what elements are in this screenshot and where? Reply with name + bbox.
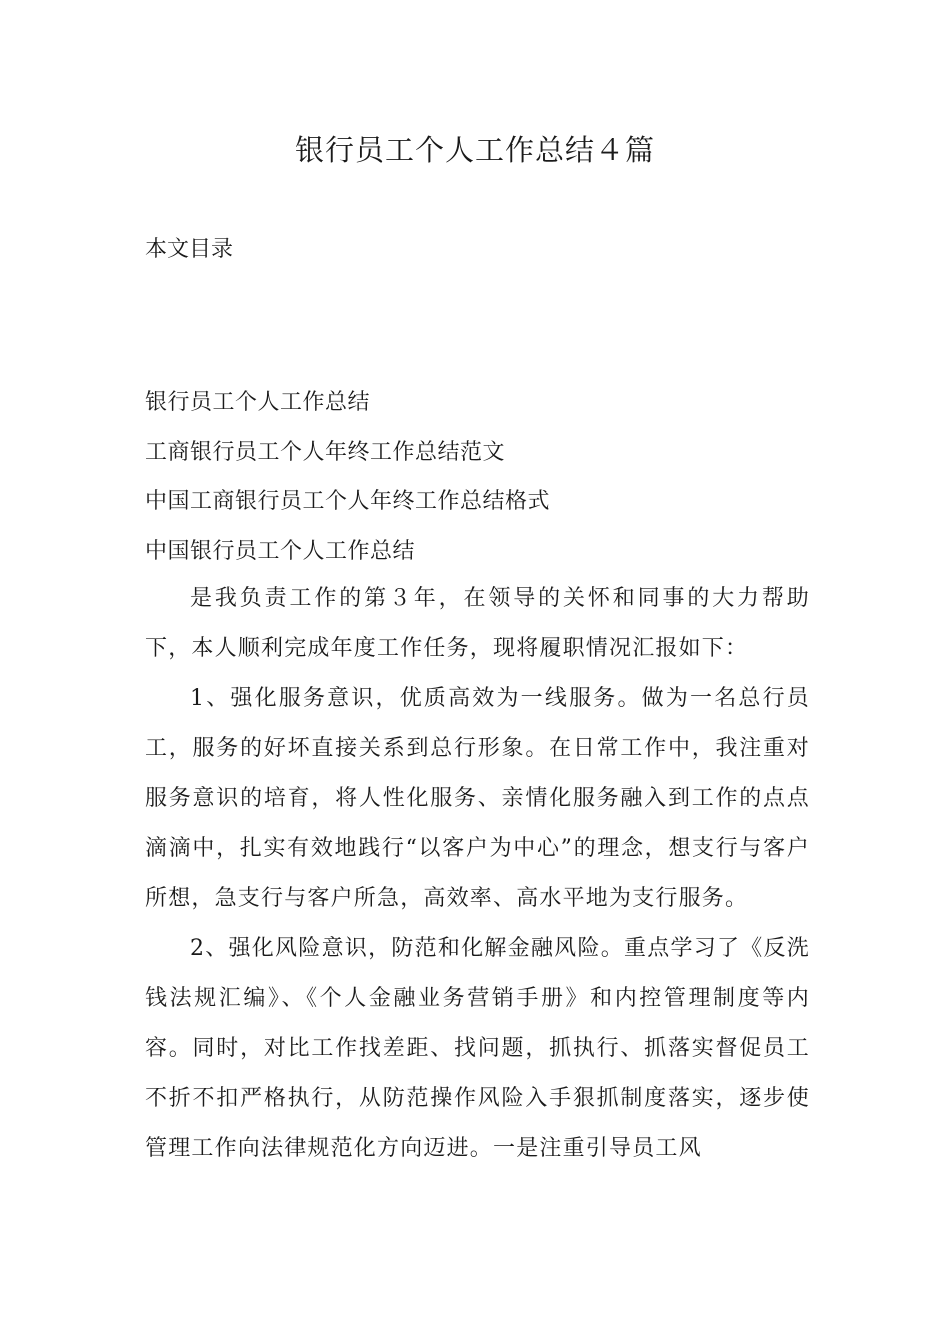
toc-item[interactable]: 中国工商银行员工个人年终工作总结格式 bbox=[145, 489, 551, 514]
toc-item[interactable]: 银行员工个人工作总结 bbox=[145, 390, 371, 415]
toc-item[interactable]: 中国银行员工个人工作总结 bbox=[145, 538, 416, 564]
paragraph-intro: 是我负责工作的第３年，在领导的关怀和同事的大力帮助下，本人顺利完成年度工作任务，现将履职情况汇报如下： bbox=[145, 586, 810, 661]
document-body bbox=[145, 574, 810, 1174]
paragraph-risk: 2、强化风险意识，防范和化解金融风险。重点学习了《反洗钱法规汇编》、《个人金融业务营销手册》和内控管理制度等内容。同时，对比工作找差距、找问题，抓执行、抓落实督促员工不折不扣严格执行，从防范操作风险入手狠抓制度落实，逐步使管理工作向法律规范化方向迈进。一是注重引导员工风 bbox=[145, 936, 810, 1161]
paragraph-service: 1、强化服务意识，优质高效为一线服务。做为一名总行员工，服务的好坏直接关系到总行形象。在日常工作中，我注重对服务意识的培育，将人性化服务、亲情化服务融入到工作的点点滴滴中，扎实有效地践行“以客户为中心”的理念，想支行与客户所想，急支行与客户所急，高效率、高水平地为支行服务。 bbox=[145, 686, 810, 911]
document-title: 银行员工个人工作总结４篇 bbox=[294, 133, 655, 167]
table-of-contents bbox=[145, 378, 550, 576]
toc-item[interactable]: 工商银行员工个人年终工作总结范文 bbox=[145, 439, 506, 465]
toc-heading: 本文目录 bbox=[145, 237, 234, 262]
